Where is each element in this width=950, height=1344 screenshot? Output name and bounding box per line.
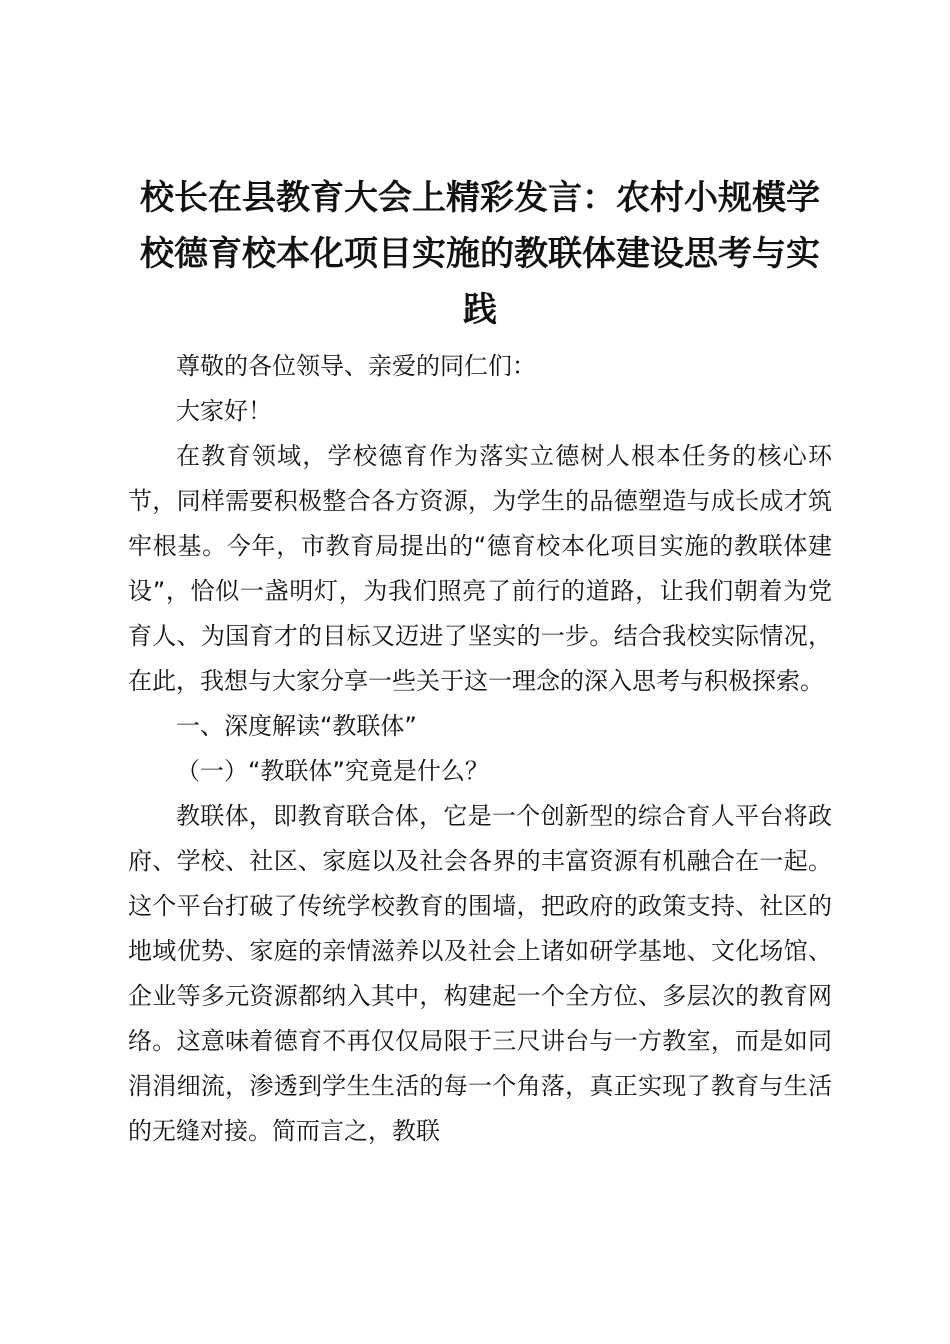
salutation-paragraph: 尊敬的各位领导、亲爱的同仁们： xyxy=(176,352,536,380)
greeting-paragraph: 大家好！ xyxy=(176,397,272,425)
subsection-heading: （一）“教联体”究竟是什么？ xyxy=(176,757,489,785)
document-content xyxy=(128,170,832,1154)
definition-paragraph: 教联体，即教育联合体，它是一个创新型的综合育人平台将政府、学校、社区、家庭以及社会各界的丰富资源有机融合在一起。这个平台打破了传统学校教育的围墙，把政府的政策支持、社区的地域优势、家庭的亲情滋养以及社会上诸如研学基地、文化场馆、企业等多元资源都纳入其中，构建起一个全方位、多层次的教育网络。这意味着德育不再仅仅局限于三尺讲台与一方教室，而是如同涓涓细流，渗透到学生生活的每一个角落，真正实现了教育与生活的无缝对接。简而言之，教联 xyxy=(128,802,832,1145)
section-heading: 一、深度解读“教联体” xyxy=(176,712,417,740)
intro-paragraph: 在教育领域，学校德育作为落实立德树人根本任务的核心环节，同样需要积极整合各方资源，为学生的品德塑造与成长成才筑牢根基。今年，市教育局提出的“德育校本化项目实施的教联体建设”，恰似一盏明灯，为我们照亮了前行的道路，让我们朝着为党育人、为国育才的目标又迈进了坚实的一步。结合我校实际情况，在此，我想与大家分享一些关于这一理念的深入思考与积极探索。 xyxy=(128,442,832,695)
document-title: 校长在县教育大会上精彩发言：农村小规模学校德育校本化项目实施的教联体建设思考与实践 xyxy=(140,178,820,330)
document-body xyxy=(128,344,832,1154)
